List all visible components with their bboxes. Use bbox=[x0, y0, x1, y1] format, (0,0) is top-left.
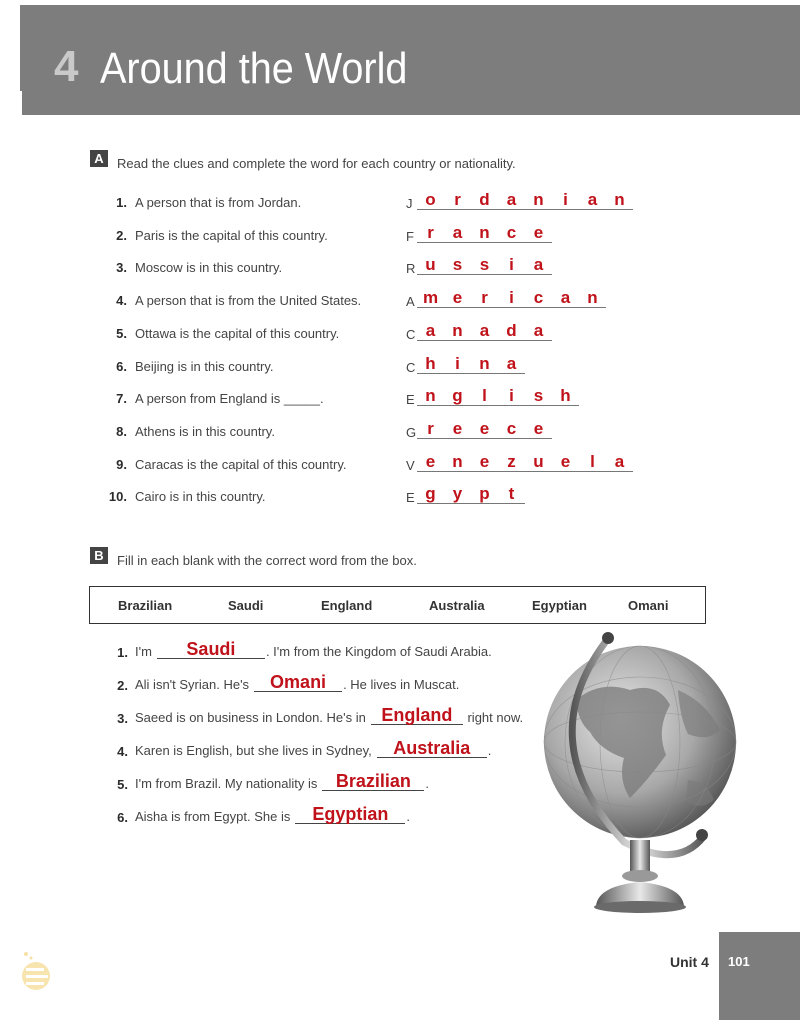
sentence-number: 5. bbox=[117, 777, 128, 792]
answer-letter-blank: n bbox=[471, 223, 498, 243]
answer-letters bbox=[417, 255, 552, 275]
answer-letter-blank: n bbox=[471, 354, 498, 374]
answer-letter-blank: e bbox=[525, 223, 552, 243]
section-a-badge: A bbox=[90, 150, 108, 167]
clue-text: Caracas is the capital of this country. bbox=[135, 456, 347, 472]
sentence-before-text: Aisha is from Egypt. She is bbox=[135, 809, 291, 824]
answer-blank: Australia bbox=[377, 739, 487, 758]
answer-letter-blank: a bbox=[552, 288, 579, 308]
answer-letter-blank: z bbox=[498, 452, 525, 472]
sentence-before-text: Ali isn't Syrian. He's bbox=[135, 677, 250, 692]
clue-number: 5. bbox=[116, 325, 127, 341]
section-b-badge: B bbox=[90, 547, 108, 564]
fill-in-sentence bbox=[135, 673, 459, 692]
answer-letter-blank: n bbox=[579, 288, 606, 308]
sentence-before-text: Saeed is on business in London. He's in bbox=[135, 710, 366, 725]
answer-letter-blank: p bbox=[471, 484, 498, 504]
clue-number: 6. bbox=[116, 358, 127, 374]
clue-text: Beijing is in this country. bbox=[135, 358, 274, 374]
clue-number: 10. bbox=[108, 489, 127, 505]
answer-first-letter: C bbox=[406, 359, 416, 375]
answer-blank: England bbox=[371, 706, 463, 725]
sentence-after-text: . bbox=[487, 743, 492, 758]
answer-letter-blank: t bbox=[498, 484, 525, 504]
answer-letter-blank: e bbox=[444, 419, 471, 439]
answer-letter-blank: n bbox=[525, 190, 552, 210]
clue-number: 7. bbox=[116, 391, 127, 407]
clue-text: A person that is from Jordan. bbox=[135, 195, 302, 210]
answer-first-letter: R bbox=[406, 261, 416, 277]
answer-letter-blank: g bbox=[417, 484, 444, 504]
answer-first-letter: E bbox=[406, 490, 415, 506]
answer-letter-blank: d bbox=[471, 190, 498, 210]
answer-letter-blank: e bbox=[471, 452, 498, 472]
word-box-item: Australia bbox=[429, 597, 485, 613]
answer-first-letter: A bbox=[406, 294, 415, 310]
answer-letter-blank: e bbox=[525, 419, 552, 439]
sentence-number: 4. bbox=[117, 744, 128, 759]
word-box-item: Brazilian bbox=[118, 597, 173, 613]
fill-in-sentence bbox=[135, 772, 429, 791]
page-number: 101 bbox=[728, 954, 750, 969]
answer-letters bbox=[417, 354, 525, 374]
answer-letter-blank: a bbox=[525, 255, 552, 275]
sentence-after-text: . bbox=[425, 776, 429, 791]
fill-in-sentence bbox=[135, 805, 410, 824]
sentence-before-text: I'm from Brazil. My nationality is bbox=[135, 776, 318, 791]
sentence-number: 1. bbox=[117, 645, 128, 660]
answer-blank: Saudi bbox=[157, 640, 265, 659]
answer-first-letter: G bbox=[406, 424, 417, 440]
clue-text: A person that is from the United States. bbox=[135, 293, 362, 309]
answer-letter-blank: n bbox=[417, 386, 444, 406]
unit-footer-label: Unit 4 bbox=[670, 954, 709, 970]
answer-first-letter: V bbox=[406, 457, 415, 473]
sentence-after-text: right now. bbox=[463, 710, 524, 725]
answer-first-letter: J bbox=[406, 196, 413, 211]
answer-letter-blank: r bbox=[471, 288, 498, 308]
answer-blank: Omani bbox=[254, 673, 342, 692]
publisher-logo-icon bbox=[18, 948, 54, 994]
fill-in-sentence bbox=[135, 706, 523, 725]
answer-letters bbox=[417, 452, 633, 472]
answer-letter-blank: e bbox=[471, 419, 498, 439]
answer-letter-blank: i bbox=[498, 386, 525, 406]
answer-letter-blank: n bbox=[444, 452, 471, 472]
sentence-before-text: I'm bbox=[135, 644, 152, 659]
word-box-item: Egyptian bbox=[532, 597, 587, 613]
clue-text: Cairo is in this country. bbox=[135, 489, 266, 505]
answer-letters bbox=[417, 190, 633, 210]
clue-number: 8. bbox=[116, 423, 127, 439]
answer-letter-blank: i bbox=[552, 190, 579, 210]
answer-letter-blank: a bbox=[444, 223, 471, 243]
clue-number: 9. bbox=[116, 456, 127, 472]
answer-letters bbox=[417, 419, 552, 439]
answer-letter-blank: a bbox=[471, 321, 498, 341]
fill-in-sentence bbox=[135, 640, 492, 659]
answer-letter-blank: l bbox=[579, 452, 606, 472]
answer-letter-blank: i bbox=[498, 288, 525, 308]
answer-letter-blank: i bbox=[444, 354, 471, 374]
answer-letter-blank: r bbox=[417, 419, 444, 439]
sentence-after-text: . He lives in Muscat. bbox=[343, 677, 460, 692]
answer-letter-blank: h bbox=[417, 354, 444, 374]
answer-letters bbox=[417, 223, 552, 243]
answer-letter-blank: g bbox=[444, 386, 471, 406]
answer-letter-blank: n bbox=[606, 190, 633, 210]
answer-first-letter: E bbox=[406, 392, 415, 408]
answer-first-letter: C bbox=[406, 326, 416, 342]
answer-letter-blank: s bbox=[525, 386, 552, 406]
answer-letters bbox=[417, 321, 552, 341]
section-b-instruction: Fill in each blank with the correct word from the box. bbox=[117, 553, 417, 568]
word-box-item: Saudi bbox=[228, 597, 264, 613]
fill-in-sentence bbox=[135, 739, 491, 758]
sentence-number: 6. bbox=[117, 810, 128, 825]
clue-number: 3. bbox=[116, 260, 127, 276]
answer-letter-blank: a bbox=[498, 190, 525, 210]
answer-first-letter: F bbox=[406, 228, 414, 244]
answer-letter-blank: c bbox=[525, 288, 552, 308]
clue-text: Ottawa is the capital of this country. bbox=[135, 325, 340, 341]
answer-letter-blank: s bbox=[444, 255, 471, 275]
answer-letter-blank: a bbox=[606, 452, 633, 472]
word-box-item: Omani bbox=[628, 597, 669, 613]
answer-letter-blank: s bbox=[471, 255, 498, 275]
answer-letter-blank: o bbox=[417, 190, 444, 210]
clue-text: A person from England is _____. bbox=[135, 391, 324, 407]
clue-text: Athens is in this country. bbox=[135, 423, 275, 439]
answer-letters bbox=[417, 288, 606, 308]
answer-letter-blank: a bbox=[498, 354, 525, 374]
sentence-after-text: . bbox=[406, 809, 410, 824]
section-a-instruction: Read the clues and complete the word for each country or nationality. bbox=[117, 156, 516, 171]
answer-letter-blank: a bbox=[417, 321, 444, 341]
clue-number: 4. bbox=[116, 293, 127, 309]
clue-number: 2. bbox=[116, 227, 127, 243]
answer-letter-blank: y bbox=[444, 484, 471, 504]
sentence-number: 2. bbox=[117, 678, 128, 693]
answer-letter-blank: n bbox=[444, 321, 471, 341]
unit-number: 4 bbox=[54, 42, 79, 91]
sentence-after-text: . I'm from the Kingdom of Saudi Arabia. bbox=[265, 644, 492, 659]
clue-number: 1. bbox=[116, 195, 127, 210]
answer-letter-blank: c bbox=[498, 223, 525, 243]
answer-letter-blank: a bbox=[525, 321, 552, 341]
answer-blank: Brazilian bbox=[322, 772, 424, 791]
answer-letter-blank: r bbox=[417, 223, 444, 243]
answer-blank: Egyptian bbox=[295, 805, 405, 824]
word-box bbox=[89, 586, 706, 624]
answer-letter-blank: e bbox=[552, 452, 579, 472]
answer-letters bbox=[417, 484, 525, 504]
answer-letter-blank: c bbox=[498, 419, 525, 439]
answer-letter-blank: e bbox=[417, 452, 444, 472]
answer-letter-blank: d bbox=[498, 321, 525, 341]
answer-letter-blank: u bbox=[417, 255, 444, 275]
sentence-before-text: Karen is English, but she lives in Sydney, bbox=[135, 743, 372, 758]
answer-letter-blank: a bbox=[579, 190, 606, 210]
answer-letter-blank: u bbox=[525, 452, 552, 472]
page-number-box bbox=[719, 932, 800, 1020]
unit-title: Around the World bbox=[100, 44, 408, 93]
answer-letter-blank: r bbox=[444, 190, 471, 210]
word-box-item: England bbox=[321, 597, 373, 613]
clue-text: Paris is the capital of this country. bbox=[135, 227, 328, 243]
answer-letters bbox=[417, 386, 579, 406]
answer-letter-blank: h bbox=[552, 386, 579, 406]
globe-image bbox=[538, 630, 748, 920]
answer-letter-blank: m bbox=[417, 288, 444, 308]
sentence-number: 3. bbox=[117, 711, 128, 726]
answer-letter-blank: l bbox=[471, 386, 498, 406]
header-tab-notch bbox=[0, 91, 22, 115]
answer-letter-blank: e bbox=[444, 288, 471, 308]
answer-letter-blank: i bbox=[498, 255, 525, 275]
clue-text: Moscow is in this country. bbox=[135, 260, 283, 276]
